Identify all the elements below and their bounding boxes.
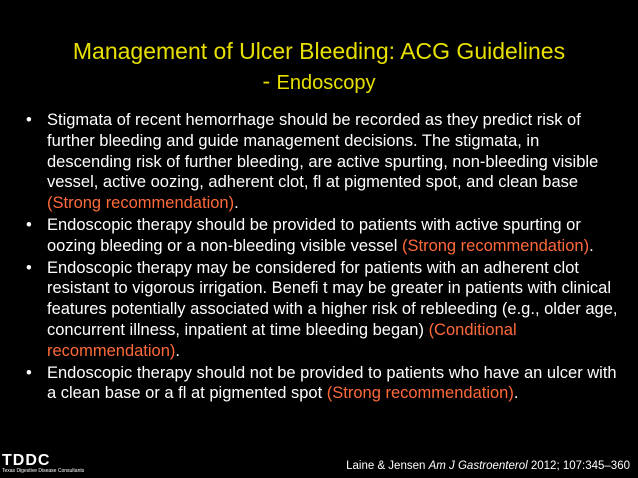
bullet-end: . [234, 194, 239, 213]
bullet-item [24, 363, 624, 405]
bullet-list [24, 110, 624, 405]
bullet-text: Endoscopic therapy may be considered for patients with an adherent clot resistant to vigorous irrigation. Benefi t may be greater in patients with clinical features potentially associated with a higher risk of rebleeding (e.g., older age, concurrent illness, inpatient at time bleeding began) [47, 258, 618, 339]
bullet-marker: • [26, 258, 32, 277]
bullet-item [24, 258, 624, 362]
citation [346, 460, 630, 472]
title-line-2 [20, 66, 618, 98]
bullet-text: Endoscopic therapy should be provided to patients with active spurting or oozing bleeding or a non-bleeding visible vessel [47, 215, 581, 255]
logo-tagline: Texas Digestive Disease Consultants [2, 468, 85, 474]
title-dash: - [262, 68, 277, 94]
bullet-marker: • [26, 215, 32, 234]
citation-journal: Am J Gastroenterol [428, 460, 528, 472]
bullet-end: . [513, 384, 519, 403]
citation-details: 2012; 107:345–360 [527, 460, 630, 472]
title-subtitle: Endoscopy [276, 72, 376, 94]
bullet-end: . [589, 236, 594, 255]
bullet-text: Stigmata of recent hemorrhage should be recorded as they predict risk of further bleeding and guide management decisions. The stigmata, in descending risk of further bleeding, are active spurting, non-bleeding visible vessel, active oozing, adherent clot, fl at pigmented spot, and clean base [47, 111, 599, 192]
bullet-marker: • [26, 111, 32, 129]
recommendation-label: (Strong recommendation) [326, 384, 514, 403]
bullet-item [24, 215, 624, 257]
slide-title [20, 36, 618, 98]
citation-authors: Laine & Jensen [346, 460, 429, 472]
tddc-logo [2, 454, 97, 476]
bullet-text: Endoscopic therapy should not be provided to patients who have an ulcer with a clean base or a fl at pigmented spot [47, 363, 617, 403]
logo-wordmark: TDDC [2, 452, 51, 469]
recommendation-label: (Strong recommendation) [401, 236, 590, 255]
title-line-1: Management of Ulcer Bleeding: ACG Guidelines [72, 38, 566, 64]
bullet-marker: • [26, 363, 32, 382]
recommendation-label: (Strong recommendation) [47, 194, 235, 213]
bullet-item [24, 110, 624, 214]
recommendation-label: (Conditional recommendation) [47, 320, 517, 360]
bullet-end: . [175, 341, 180, 360]
